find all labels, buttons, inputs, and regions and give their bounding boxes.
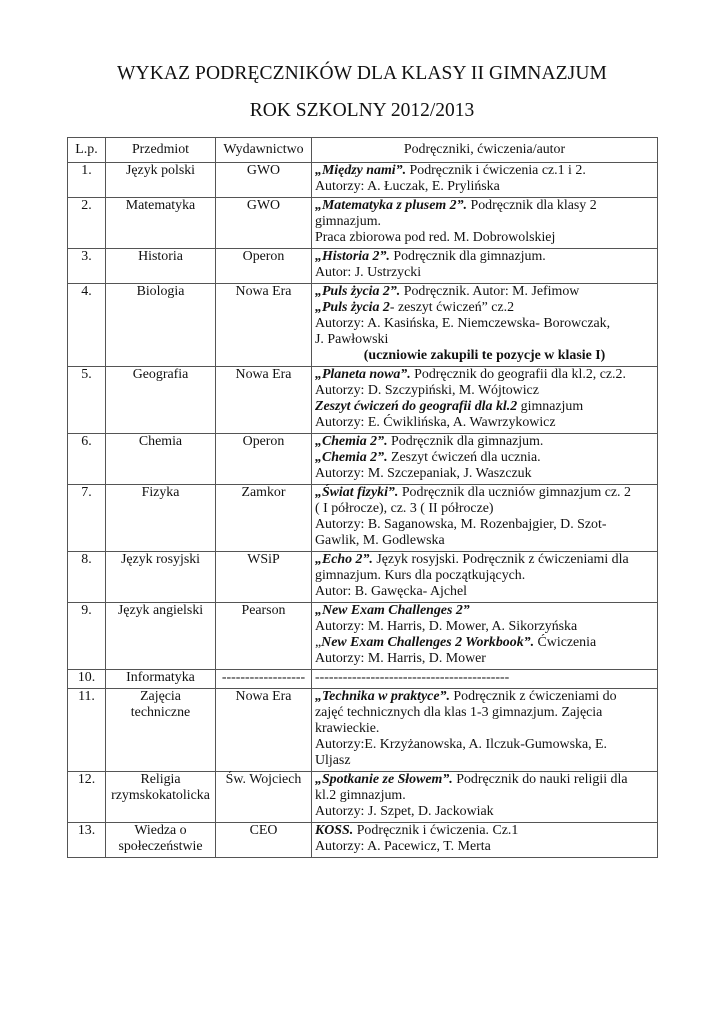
publisher-cell: Nowa Era bbox=[216, 284, 312, 367]
table-row bbox=[68, 603, 658, 670]
publisher-cell: Nowa Era bbox=[216, 689, 312, 772]
book-details: Ćwiczenia bbox=[534, 635, 597, 650]
subject-cell bbox=[106, 689, 216, 772]
book-details: Uljasz bbox=[315, 753, 351, 768]
header-lp: L.p. bbox=[68, 138, 106, 163]
book-line bbox=[315, 265, 654, 281]
books-cell bbox=[312, 670, 658, 689]
book-details: Autorzy: M. Szczepaniak, J. Waszczuk bbox=[315, 466, 532, 481]
table-body bbox=[68, 163, 658, 858]
table-row bbox=[68, 434, 658, 485]
row-number: 8. bbox=[68, 552, 106, 603]
publisher-cell: Operon bbox=[216, 434, 312, 485]
book-title: „Technika w praktyce”. bbox=[315, 689, 450, 704]
book-line bbox=[315, 415, 654, 431]
row-number: 6. bbox=[68, 434, 106, 485]
row-number: 1. bbox=[68, 163, 106, 198]
book-details: Autorzy: A. Łuczak, E. Prylińska bbox=[315, 179, 500, 194]
subject-cell bbox=[106, 485, 216, 552]
subject-text: Chemia bbox=[138, 434, 183, 449]
book-line bbox=[315, 619, 654, 635]
book-details: ------------------------------------------ bbox=[315, 670, 510, 685]
publisher-cell: GWO bbox=[216, 198, 312, 249]
book-details: Podręcznik dla gimnazjum. bbox=[387, 434, 544, 449]
subject-cell bbox=[106, 823, 216, 858]
publisher-cell: Św. Wojciech bbox=[216, 772, 312, 823]
table-row bbox=[68, 367, 658, 434]
row-number: 13. bbox=[68, 823, 106, 858]
book-details: zajęć technicznych dla klas 1-3 gimnazjum. Zajęcia bbox=[315, 705, 603, 720]
publisher-cell: GWO bbox=[216, 163, 312, 198]
book-title: „Chemia 2”. bbox=[315, 450, 388, 465]
book-details: J. Pawłowski bbox=[315, 332, 389, 347]
table-row bbox=[68, 689, 658, 772]
books-cell bbox=[312, 434, 658, 485]
book-line bbox=[315, 721, 654, 737]
book-details: Praca zbiorowa pod red. M. Dobrowolskiej bbox=[315, 230, 556, 245]
book-line bbox=[315, 316, 654, 332]
book-details: Autorzy: M. Harris, D. Mower bbox=[315, 651, 486, 666]
book-details: Autorzy: J. Szpet, D. Jackowiak bbox=[315, 804, 494, 819]
row-number: 10. bbox=[68, 670, 106, 689]
subject-text: Język angielski bbox=[117, 603, 204, 618]
book-line bbox=[315, 332, 654, 348]
book-line bbox=[315, 689, 654, 705]
row-number: 7. bbox=[68, 485, 106, 552]
table-row bbox=[68, 552, 658, 603]
books-cell bbox=[312, 163, 658, 198]
book-line bbox=[315, 651, 654, 667]
header-subject: Przedmiot bbox=[106, 138, 216, 163]
subject-text: Religia bbox=[140, 772, 181, 787]
book-title: „Puls życia 2”. bbox=[315, 284, 401, 299]
book-line bbox=[315, 635, 654, 651]
book-line bbox=[315, 230, 654, 246]
table-row bbox=[68, 772, 658, 823]
book-details: - zeszyt ćwiczeń” cz.2 bbox=[389, 300, 515, 315]
subject-cell bbox=[106, 434, 216, 485]
book-line bbox=[315, 584, 654, 600]
book-line bbox=[315, 568, 654, 584]
book-line bbox=[315, 788, 654, 804]
subject-cell bbox=[106, 198, 216, 249]
publisher-cell: CEO bbox=[216, 823, 312, 858]
book-line bbox=[315, 552, 654, 568]
table-row bbox=[68, 670, 658, 689]
book-title: „Chemia 2”. bbox=[315, 434, 388, 449]
books-cell bbox=[312, 367, 658, 434]
book-line bbox=[315, 214, 654, 230]
book-line bbox=[315, 533, 654, 549]
table-row bbox=[68, 823, 658, 858]
publisher-cell: Nowa Era bbox=[216, 367, 312, 434]
subject-text: Język rosyjski bbox=[120, 552, 201, 567]
book-line bbox=[315, 466, 654, 482]
books-cell bbox=[312, 198, 658, 249]
book-line bbox=[315, 737, 654, 753]
book-details: Autorzy: B. Saganowska, M. Rozenbajgier, D. Szot- bbox=[315, 517, 607, 532]
book-title: „Matematyka z plusem 2”. bbox=[315, 198, 468, 213]
book-details: gimnazjum bbox=[517, 399, 584, 414]
book-details: Autorzy: E. Ćwiklińska, A. Wawrzykowicz bbox=[315, 415, 556, 430]
books-cell bbox=[312, 772, 658, 823]
subject-cell bbox=[106, 772, 216, 823]
books-cell bbox=[312, 249, 658, 284]
book-details: gimnazjum. bbox=[315, 214, 381, 229]
books-cell bbox=[312, 552, 658, 603]
subject-text: Geografia bbox=[132, 367, 189, 382]
textbook-table bbox=[67, 137, 658, 858]
table-header-row bbox=[68, 138, 658, 163]
subject-text: rzymskokatolicka bbox=[111, 788, 210, 803]
books-cell bbox=[312, 284, 658, 367]
books-cell bbox=[312, 823, 658, 858]
book-details: gimnazjum. Kurs dla początkujących. bbox=[315, 568, 526, 583]
book-details: Autorzy: D. Szczypiński, M. Wójtowicz bbox=[315, 383, 539, 398]
book-line bbox=[315, 485, 654, 501]
book-line bbox=[315, 367, 654, 383]
subject-text: Wiedza o bbox=[134, 823, 187, 838]
books-cell bbox=[312, 485, 658, 552]
book-details: Podręcznik z ćwiczeniami do bbox=[449, 689, 617, 704]
table-row bbox=[68, 284, 658, 367]
book-line bbox=[315, 501, 654, 517]
books-cell bbox=[312, 603, 658, 670]
row-number: 5. bbox=[68, 367, 106, 434]
book-line bbox=[315, 383, 654, 399]
subject-text: techniczne bbox=[130, 705, 191, 720]
book-details: Gawlik, M. Godlewska bbox=[315, 533, 445, 548]
book-line bbox=[315, 179, 654, 195]
table-row bbox=[68, 163, 658, 198]
subject-cell bbox=[106, 670, 216, 689]
document-title: WYKAZ PODRĘCZNIKÓW DLA KLASY II GIMNAZJUM bbox=[117, 63, 607, 84]
subject-cell bbox=[106, 603, 216, 670]
subject-text: Zajęcia bbox=[140, 689, 181, 704]
publisher-cell: WSiP bbox=[216, 552, 312, 603]
row-number: 12. bbox=[68, 772, 106, 823]
book-details: kl.2 gimnazjum. bbox=[315, 788, 406, 803]
header-books: Podręczniki, ćwiczenia/autor bbox=[312, 138, 658, 163]
table-row bbox=[68, 249, 658, 284]
subject-text: Informatyka bbox=[126, 670, 195, 685]
book-title: „Planeta nowa”. bbox=[315, 367, 411, 382]
book-line bbox=[315, 434, 654, 450]
book-details: Podręcznik dla klasy 2 bbox=[467, 198, 597, 213]
books-cell bbox=[312, 689, 658, 772]
table-row bbox=[68, 485, 658, 552]
book-details: Podręcznik. Autor: M. Jefimow bbox=[400, 284, 580, 299]
book-details: krawieckie. bbox=[315, 721, 380, 736]
book-details: Zeszyt ćwiczeń dla ucznia. bbox=[387, 450, 541, 465]
book-details: Autorzy: A. Pacewicz, T. Merta bbox=[315, 839, 491, 854]
subject-text: Język polski bbox=[125, 163, 196, 178]
book-details: Podręcznik dla uczniów gimnazjum cz. 2 bbox=[398, 485, 631, 500]
subject-text: Biologia bbox=[136, 284, 185, 299]
row-number: 9. bbox=[68, 603, 106, 670]
row-number: 3. bbox=[68, 249, 106, 284]
book-line bbox=[315, 804, 654, 820]
book-line bbox=[315, 772, 654, 788]
book-line bbox=[315, 839, 654, 855]
book-details: Podręcznik do nauki religii dla bbox=[452, 772, 628, 787]
book-title: „New Exam Challenges 2” bbox=[315, 603, 470, 618]
publisher-cell: Pearson bbox=[216, 603, 312, 670]
book-title: „Echo 2”. bbox=[315, 552, 373, 567]
book-title: „Świat fizyki”. bbox=[315, 485, 399, 500]
book-details: Autor: B. Gawęcka- Ajchel bbox=[315, 584, 467, 599]
book-details: Autorzy: M. Harris, D. Mower, A. Sikorzyńska bbox=[315, 619, 578, 634]
school-year-title: ROK SZKOLNY 2012/2013 bbox=[249, 100, 475, 121]
book-details: Podręcznik i ćwiczenia. Cz.1 bbox=[353, 823, 519, 838]
publisher-cell: Operon bbox=[216, 249, 312, 284]
book-details: Język rosyjski. Podręcznik z ćwiczeniami dla bbox=[372, 552, 629, 567]
book-line bbox=[315, 823, 654, 839]
purchase-note: (uczniowie zakupili te pozycje w klasie I) bbox=[363, 348, 606, 363]
book-title: New Exam Challenges 2 Workbook”. bbox=[321, 635, 535, 650]
row-number: 4. bbox=[68, 284, 106, 367]
book-details: Podręcznik i ćwiczenia cz.1 i 2. bbox=[406, 163, 586, 178]
book-line bbox=[315, 249, 654, 265]
book-title: „Historia 2”. bbox=[315, 249, 390, 264]
row-number: 2. bbox=[68, 198, 106, 249]
quote-mark: „ bbox=[315, 635, 322, 650]
book-title: KOSS. bbox=[315, 823, 354, 838]
book-line bbox=[315, 163, 654, 179]
book-line bbox=[315, 198, 654, 214]
book-details: Autorzy:E. Krzyżanowska, A. Ilczuk-Gumowska, E. bbox=[315, 737, 608, 752]
book-details: Podręcznik dla gimnazjum. bbox=[389, 249, 546, 264]
header-publisher: Wydawnictwo bbox=[216, 138, 312, 163]
publisher-cell: Zamkor bbox=[216, 485, 312, 552]
book-title: „Między nami”. bbox=[315, 163, 407, 178]
book-title: „Spotkanie ze Słowem”. bbox=[315, 772, 453, 787]
subject-cell bbox=[106, 249, 216, 284]
book-details: Podręcznik do geografii dla kl.2, cz.2. bbox=[410, 367, 626, 382]
subject-cell bbox=[106, 284, 216, 367]
book-title: Zeszyt ćwiczeń do geografii dla kl.2 bbox=[315, 399, 518, 414]
subject-text: Fizyka bbox=[141, 485, 180, 500]
book-line bbox=[315, 603, 654, 619]
subject-cell bbox=[106, 163, 216, 198]
subject-text: Historia bbox=[138, 249, 183, 264]
book-line bbox=[315, 300, 654, 316]
book-title: „Puls życia 2 bbox=[315, 300, 390, 315]
subject-text: społeczeństwie bbox=[118, 839, 203, 854]
book-line bbox=[315, 399, 654, 415]
book-details: Autorzy: A. Kasińska, E. Niemczewska- Borowczak, bbox=[315, 316, 611, 331]
book-line bbox=[315, 517, 654, 533]
book-details: ( I półrocze), cz. 3 ( II półrocze) bbox=[315, 501, 494, 516]
book-line bbox=[315, 705, 654, 721]
row-number: 11. bbox=[68, 689, 106, 772]
book-line bbox=[315, 450, 654, 466]
subject-text: Matematyka bbox=[125, 198, 196, 213]
publisher-cell: ------------------ bbox=[216, 670, 312, 689]
table-row bbox=[68, 198, 658, 249]
subject-cell bbox=[106, 367, 216, 434]
subject-cell bbox=[106, 552, 216, 603]
book-details: Autor: J. Ustrzycki bbox=[315, 265, 422, 280]
book-line bbox=[315, 284, 654, 300]
book-line bbox=[315, 753, 654, 769]
book-line bbox=[315, 670, 654, 686]
